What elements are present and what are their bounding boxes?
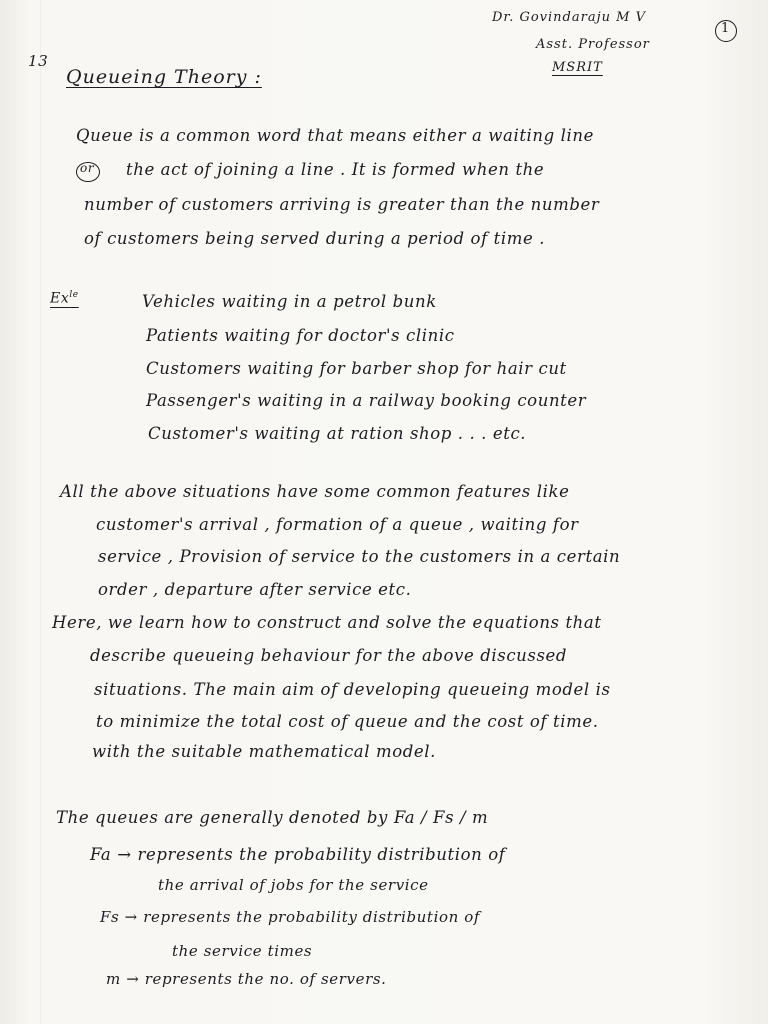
author-designation: Asst. Professor xyxy=(536,37,650,52)
intro-line: Queue is a common word that means either a waiting line xyxy=(76,126,595,145)
examples-label xyxy=(50,290,79,307)
page-margin xyxy=(40,0,41,1024)
features-line: service , Provision of service to the customers in a certain xyxy=(98,547,621,566)
aim-line: describe queueing behaviour for the above discussed xyxy=(90,646,568,665)
notation-m: m → represents the no. of servers. xyxy=(106,970,387,988)
section-title: Queueing Theory : xyxy=(66,66,262,88)
notation-intro: The queues are generally denoted by Fa / Fs / m xyxy=(56,808,489,827)
example-item: Customer's waiting at ration shop . . . etc. xyxy=(148,424,527,443)
example-item: Vehicles waiting in a petrol bunk xyxy=(142,292,437,311)
notation-fa: Fa → represents the probability distribution of xyxy=(90,845,506,864)
intro-line: number of customers arriving is greater than the number xyxy=(84,195,600,214)
aim-line: Here, we learn how to construct and solve the equations that xyxy=(52,613,602,632)
notation-fs: Fs → represents the probability distribution of xyxy=(100,908,481,926)
section-number: 13 xyxy=(28,52,49,70)
author-name: Dr. Govindaraju M V xyxy=(492,10,646,25)
page-number: 1 xyxy=(721,21,731,36)
intro-or: or xyxy=(80,161,95,175)
features-line: customer's arrival , formation of a queue , waiting for xyxy=(96,515,579,534)
intro-line: of customers being served during a period of time . xyxy=(84,229,546,248)
example-item: Customers waiting for barber shop for hair cut xyxy=(146,359,567,378)
author-institution: MSRIT xyxy=(552,60,603,75)
notation-fa-cont: the arrival of jobs for the service xyxy=(158,876,429,894)
examples-label-sup: le xyxy=(69,290,79,300)
aim-line: with the suitable mathematical model. xyxy=(92,742,436,761)
intro-line: the act of joining a line . It is formed when the xyxy=(126,160,545,179)
example-item: Passenger's waiting in a railway booking counter xyxy=(146,391,587,410)
features-line: order , departure after service etc. xyxy=(98,580,412,599)
features-line: All the above situations have some common features like xyxy=(60,482,570,501)
notation-fs-cont: the service times xyxy=(172,942,313,960)
examples-label-text: Ex xyxy=(50,290,70,307)
aim-line: situations. The main aim of developing queueing model is xyxy=(94,680,611,699)
example-item: Patients waiting for doctor's clinic xyxy=(146,326,455,345)
aim-line: to minimize the total cost of queue and the cost of time. xyxy=(96,712,599,731)
